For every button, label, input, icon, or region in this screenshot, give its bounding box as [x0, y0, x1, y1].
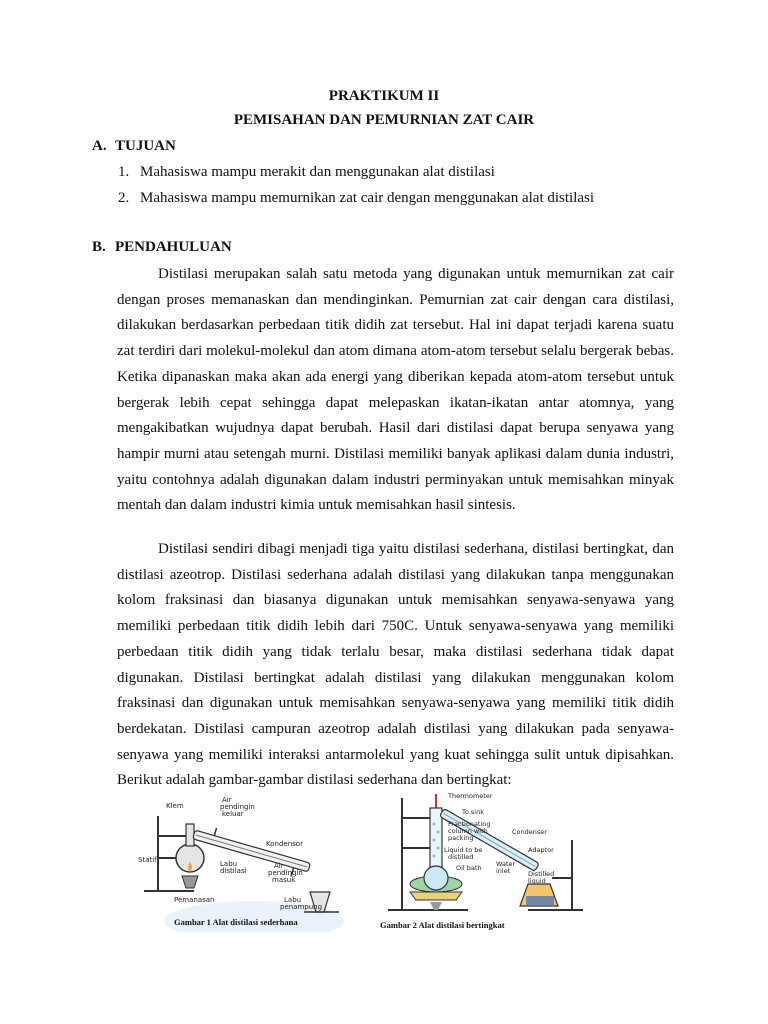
list-item-number: 1.: [118, 164, 130, 180]
list-item: [118, 164, 678, 181]
paragraph-1: Distilasi merupakan salah satu metoda yang digunakan untuk memurnikan zat cair dengan proses memanaskan dan mendinginkan. Pemurnian zat cair dengan cara distilasi, dilakukan berdasarkan perbedaan titik didih zat tersebut. Hal ini dapat terjadi karena suatu zat terdiri dari molekul-molekul dan atom dimana atom-atom tersebut selalu bergerak bebas. Ketika dipanaskan maka akan ada energi yang diberikan kepada atom-atom tersebut untuk bergerak lebih cepat sehingga dapat melepaskan ikatan-ikatan antar atomnya, yang mengakibatkan wujudnya dapat berubah. Hasil dari distilasi dapat berupa senyawa yang hampir murni atau setengah murni. Distilasi memiliki banyak aplikasi dalam dunia industri, yaitu contohnya adalah digunakan dalam industri perminyakan untuk memisahkan minyak mentah dan dalam industri kimia untuk memisahkan hasil sintesis.: [117, 266, 674, 514]
figure1-label-pemanasan: Pemanasan: [174, 896, 215, 904]
figure2-caption: Gambar 2 Alat distilasi bertingkat: [380, 920, 505, 930]
figure2-label-fractionating-2: column with: [448, 827, 488, 835]
figure2-label-adaptor: Adaptor: [528, 846, 554, 854]
figure2-label-fractionating-3: packing: [448, 834, 474, 842]
fractional-distillation-diagram: [378, 788, 590, 934]
section-a-label: A.: [92, 138, 107, 154]
document-title: PRAKTIKUM II: [328, 88, 440, 104]
figure1-label-labu-1: Labu: [220, 860, 238, 868]
figure2-label-oil-bath: Oil bath: [456, 864, 482, 872]
section-b-label: B.: [92, 239, 106, 255]
figure2-label-condenser: Condenser: [512, 828, 547, 836]
figure2-label-thermometer: Thermometer: [448, 792, 493, 800]
figure1-label-air-keluar-3: keluar: [222, 810, 244, 818]
figure-fractional-distillation: [378, 788, 590, 934]
simple-distillation-diagram: [134, 796, 354, 932]
paragraph-2: Distilasi sendiri dibagi menjadi tiga yaitu distilasi sederhana, distilasi bertingkat, dan distilasi azeotrop. Distilasi sederhana adalah distilasi yang dilakukan tanpa menggunakan kolom fraksinasi dan biasanya digunakan untuk memisahkan senyawa-senyawa yang memiliki perbedaan titik didih lebih dari 750C. Untuk senyawa-senyawa yang memiliki perbedaan titik didih yang tidak terlalu besar, maka distilasi sederhana tidak dapat digunakan. Distilasi bertingkat adalah distilasi yang dilakukan menggunakan kolom fraksinasi dan digunakan untuk memisahkan senyawa-senyawa yang memiliki titik didih berdekatan. Distilasi campuran azeotrop adalah distilasi yang dilakukan pada senyawa-senyawa yang memiliki interaksi antarmolekul yang kuat sehingga sulit untuk dipisahkan. Berikut adalah gambar-gambar distilasi sederhana dan bertingkat:: [117, 541, 674, 789]
figure2-label-to-sink: To sink: [462, 808, 484, 816]
figure1-label-statif: Statif: [138, 856, 157, 864]
figure2-label-liquid-2: distilled: [448, 853, 474, 861]
figure2-label-liquid-1: Liquid to be: [444, 846, 483, 854]
figure2-label-distilled-1: Distilled: [528, 870, 555, 878]
list-item-text: Mahasiswa mampu merakit dan menggunakan alat distilasi: [140, 164, 495, 180]
figure1-label-klem: Klem: [166, 802, 184, 810]
figure1-label-air-masuk-3: masuk: [272, 876, 296, 884]
section-b-heading: [92, 239, 232, 256]
figure2-label-fractionating-1: Fractionating: [448, 820, 491, 828]
figure2-label-distilled-2: liquid: [528, 877, 546, 885]
figure1-label-air-keluar-2: pendingin: [220, 803, 255, 811]
document-subtitle: PEMISAHAN DAN PEMURNIAN ZAT CAIR: [233, 112, 535, 128]
figure1-label-kondensor: Kondensor: [266, 840, 303, 848]
figure1-label-air-keluar-1: Air: [222, 796, 232, 804]
figure-simple-distillation: [134, 796, 354, 932]
section-a-title: TUJUAN: [115, 138, 176, 154]
figure1-label-penampung-2: penampung: [280, 903, 323, 911]
list-item-number: 2.: [118, 190, 130, 206]
list-item-text: Mahasiswa mampu memurnikan zat cair dengan menggunakan alat distilasi: [140, 190, 595, 206]
figure1-label-air-masuk-2: pendingin: [268, 869, 303, 877]
figure2-label-water-inlet-1: Water: [496, 860, 516, 868]
figure1-label-air-masuk-1: Air: [274, 862, 284, 870]
figure1-caption: Gambar 1 Alat distilasi sederhana: [174, 917, 298, 927]
figure1-label-labu-2: distilasi: [220, 867, 247, 875]
section-a-heading: [92, 138, 176, 155]
figure2-label-water-inlet-2: inlet: [496, 867, 511, 875]
section-b-title: PENDAHULUAN: [115, 239, 232, 255]
figure1-label-penampung-1: Labu: [284, 896, 302, 904]
list-item: [118, 190, 678, 207]
